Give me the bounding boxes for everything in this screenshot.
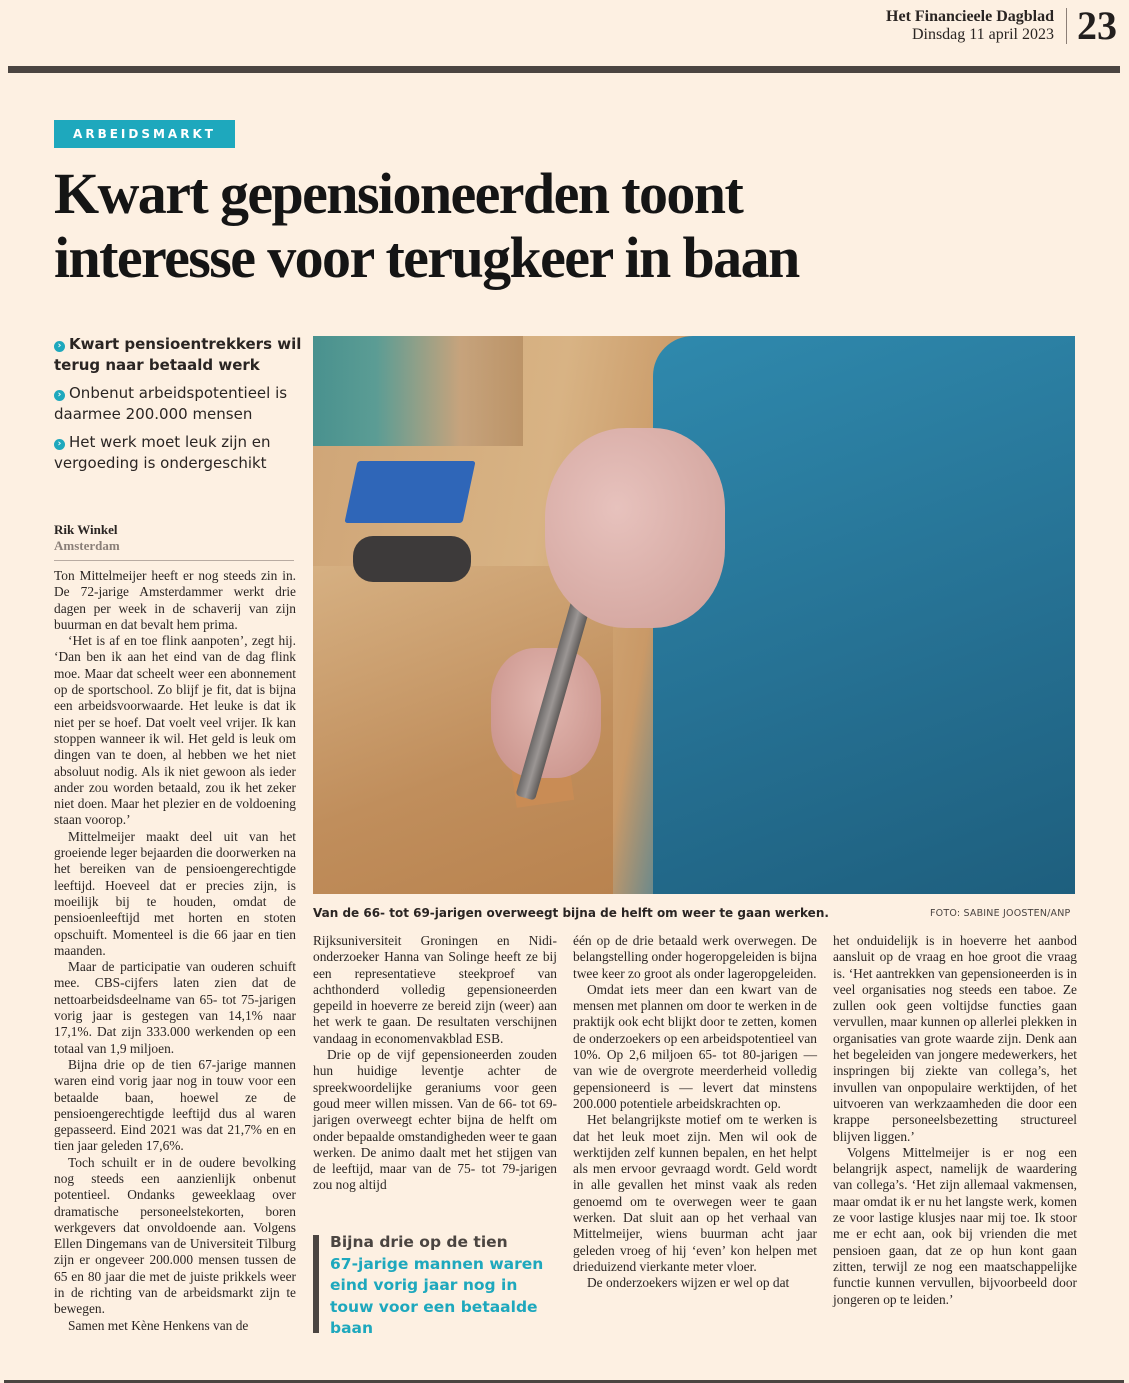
- paper-name: Het Financieele Dagblad: [886, 8, 1054, 25]
- body-column-1: [54, 568, 296, 1334]
- paragraph: Het belangrijkste motief om te werken is dat het leuk moet zijn. Men wil ook de werktijden zelf kunnen bepalen, en het helpt als men ervoor gevraagd wordt. Geld wordt in alle gevallen het minst vaak als reden genoemd om te overwegen weer te gaan werken. Dat sluit aan op het verhaal van Mittelmeijer, wiens buurman acht jaar geleden vroeg of hij ‘even’ kon helpen met drieduizend vierkante meter vloer.: [573, 1112, 817, 1274]
- section-rubric: ARBEIDSMARKT: [54, 120, 235, 148]
- intro-bullet: [54, 383, 304, 425]
- body-column-2: [313, 933, 557, 1194]
- masthead: [886, 3, 1117, 48]
- paragraph: Ton Mittelmeijer heeft er nog steeds zin in. De 72-jarige Amsterdammer werkt drie dagen per week in de schaverij van zijn buurman en dat bevalt hem prima.: [54, 568, 296, 632]
- intro-bullets: [54, 334, 304, 481]
- photo-blue-shirt: [653, 336, 1075, 894]
- page-number: 23: [1077, 3, 1117, 48]
- paragraph: Mittelmeijer maakt deel uit van het groeiende leger bejaarden die doorwerken na het bereiken van de pensioengerechtigde leeftijd. Hoeveel dat er precies zijn, is moeilijk bij te houden, omdat de pensioenleeftijd met horten en stoten opschuift. Momenteel is die 66 jaar en tien maanden.: [54, 828, 296, 958]
- photo-grinder: [353, 536, 471, 582]
- photo-right-hand: [545, 428, 725, 628]
- paragraph: Toch schuilt er in de oudere bevolking nog steeds een aanzienlijk onbenut potentieel. Ondanks geweeklaag over dramatische personeelstekorten, boren werkgevers dat onvoldoende aan. Volgens Ellen Dingemans van de Universiteit Tilburg zijn er ongeveer 200.000 mensen tussen de 65 en 80 jaar die met de juiste prikkels weer in de richting van de arbeidsmarkt zijn te bewegen.: [54, 1154, 296, 1317]
- arrow-right-circle-icon: ›: [54, 439, 65, 450]
- photo-background-shelves: [313, 336, 523, 446]
- pull-quote-lead: Bijna drie op de tien: [330, 1233, 508, 1251]
- byline: [54, 522, 294, 554]
- paragraph: Drie op de vijf gepensioneerden zouden hun huidige leventje achter de spreekwoordelijke geraniums voor geen goud meer willen missen. Van de 66- tot 69-jarigen overweegt echter bijna de helft om onder bepaalde omstandigheden weer te gaan werken. De animo daalt met het stijgen van de leeftijd, maar van de 75- tot 79-jarigen zou nog altijd: [313, 1047, 557, 1193]
- pull-quote: [313, 1232, 553, 1340]
- body-column-4: [833, 933, 1077, 1308]
- intro-bullet-text: Kwart pensioentrekkers wil terug naar betaald werk: [54, 335, 302, 374]
- masthead-meta: [886, 8, 1067, 44]
- paragraph: Volgens Mittelmeijer is er nog een belangrijk aspect, namelijk de waardering van collega’s. ‘Het zijn allemaal vakmensen, maar omdat ik er nu het langste werk, komen ze voor lastige klusjes naar mij toe. Ik stoor me er echt aan, ook bij vrienden die met pensioen gaan, dat ze op hun kont gaan zitten, terwijl ze nog een maatschappelijke functie kunnen vervullen, bijvoorbeeld door jongeren op te leiden.’: [833, 1144, 1077, 1307]
- top-rule: [8, 66, 1120, 73]
- paragraph: het onduidelijk is in hoeverre het aanbod aansluit op de vraag en hoe groot die vraag is. ‘Het aantrekken van gepensioneerden is in veel organisaties nog steeds een taboe. Ze zullen ook geen voltijdse functies gaan vervullen, maar kunnen op allerlei plekken in organisaties van grote waarde zijn. Denk aan het begeleiden van jongere medewerkers, het inspringen bij ziekte van collega’s, het invullen van onpopulaire werktijden, of het uitvoeren van werkzaamheden die door een krappe personeelsbezetting structureel blijven liggen.’: [833, 933, 1077, 1144]
- arrow-right-circle-icon: ›: [54, 341, 65, 352]
- pull-quote-bar: [313, 1235, 319, 1333]
- photo-blue-tray: [344, 461, 475, 523]
- photo-credit: FOTO: SABINE JOOSTEN/ANP: [930, 908, 1071, 919]
- intro-bullet-text: Onbenut arbeidspotentieel is daarmee 200.000 mensen: [54, 384, 288, 423]
- intro-bullet-text: Het werk moet leuk zijn en vergoeding is ondergeschikt: [54, 433, 271, 472]
- arrow-right-circle-icon: ›: [54, 390, 65, 401]
- paragraph: Samen met Kène Henkens van de: [68, 1317, 249, 1333]
- paragraph: Maar de participatie van ouderen schuift mee. CBS-cijfers laten zien dat de nettoarbeidsdeelname van 65- tot 75-jarigen vorig jaar is gestegen van 14,1% naar 17,1%. Dat zijn 333.000 werkenden op een totaal van 1,9 miljoen.: [54, 959, 296, 1056]
- article-photo: [313, 336, 1075, 894]
- intro-bullet: [54, 432, 304, 474]
- photo-caption: Van de 66- tot 69-jarigen overweegt bijna de helft om weer te gaan werken.: [313, 906, 829, 920]
- byline-place: Amsterdam: [54, 538, 120, 553]
- body-column-3: [573, 933, 817, 1292]
- headline: Kwart gepensioneerden toont interesse voor terugkeer in baan: [54, 161, 799, 290]
- paragraph: Bijna drie op de tien 67-jarige mannen waren eind vorig jaar nog in touw voor een betaalde baan, hoewel ze de pensioengerechtigde leeftijd dus al waren gepasseerd. Eind 2021 was dat 21,7% en en tien jaar geleden 17,6%.: [54, 1056, 296, 1154]
- pull-quote-text: 67-jarige mannen waren eind vorig jaar nog in touw voor een betaalde baan: [330, 1254, 544, 1337]
- byline-divider: [54, 560, 294, 561]
- paragraph: één op de drie betaald werk overwegen. De belangstelling onder hogeropgeleiden is bijna twee keer zo groot als onder lageropgeleiden.: [573, 933, 817, 981]
- intro-bullet: [54, 334, 304, 376]
- paragraph: Rijksuniversiteit Groningen en Nidi-onderzoeker Hanna van Solinge heeft ze bij een representatieve steekproef van achthonderd volledig gepensioneerden gepeild in hoeverre ze bereid zijn (weer) aan het werk te gaan. De resultaten verschijnen vandaag in economenvakblad ESB.: [313, 933, 557, 1046]
- issue-date: Dinsdag 11 april 2023: [911, 26, 1054, 43]
- byline-author: Rik Winkel: [54, 522, 118, 537]
- paragraph: Omdat iets meer dan een kwart van de mensen met plannen om door te werken in de praktijk ook echt blijkt door te zetten, komen de onderzoekers op een arbeidspotentieel van 10%. Op 2,6 miljoen 65- tot 80-jarigen — van wie de overgrote meerderheid volledig gepensioneerd is — levert dat minstens 200.000 potentiele arbeidskrachten op.: [573, 981, 817, 1111]
- paragraph: ‘Het is af en toe flink aanpoten’, zegt hij. ‘Dan ben ik aan het eind van de dag flink moe. Maar dat scheelt weer een abonnement op de sportschool. Zo blijf je fit, dat is bijna een arbeidsvoorwaarde. Het leuke is dat ik niet per se hoef. Dat voelt veel vrijer. Ik kan stoppen wanneer ik wil. Het geld is leuk om dingen van te doen, al hebben we het niet absoluut nodig. Als ik niet gewoon als ieder ander zou worden betaald, zou ik het zeker niet doen. Maar het plezier en de voldoening staan voorop.’: [54, 633, 296, 828]
- paragraph: De onderzoekers wijzen er wel op dat: [587, 1275, 790, 1291]
